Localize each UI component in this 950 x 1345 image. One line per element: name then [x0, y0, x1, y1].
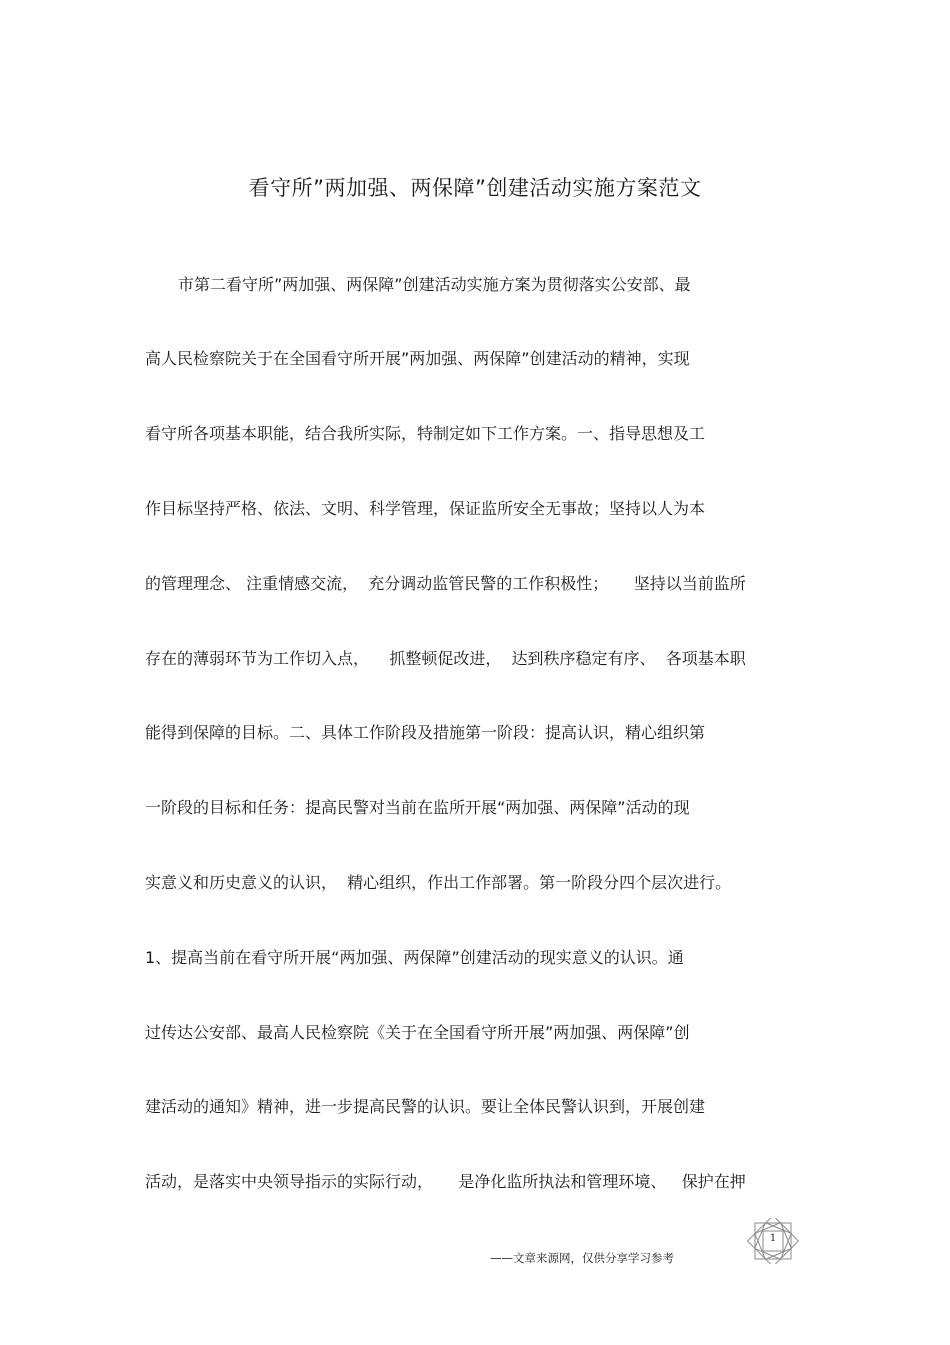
- body-line-9: 实意义和历史意义的认识， 精心组织，作出工作部署。第一阶段分四个层次进行。: [145, 873, 732, 892]
- body-line-11: 过传达公安部、最高人民检察院《关于在全国看守所开展”两加强、两保障”创: [145, 1023, 690, 1042]
- page-number-badge: [747, 1218, 799, 1264]
- body-line-8: 一阶段的目标和任务：提高民警对当前在监所开展“两加强、两保障”活动的现: [145, 798, 690, 817]
- body-line-2: 高人民检察院关于在全国看守所开展”两加强、两保障”创建活动的精神，实现: [145, 349, 690, 368]
- body-line-12: 建活动的通知》精神，进一步提高民警的认识。要让全体民警认识到，开展创建: [145, 1097, 706, 1116]
- body-line-6: 存在的薄弱环节为工作切入点， 抓整顿促改进， 达到秩序稳定有序、 各项基本职: [145, 649, 746, 668]
- body-line-3: 看守所各项基本职能，结合我所实际，特制定如下工作方案。一、指导思想及工: [145, 424, 706, 443]
- body-line-1: 市第二看守所”两加强、两保障”创建活动实施方案为贯彻落实公安部、最: [178, 275, 691, 294]
- page-number: 1: [769, 1233, 777, 1244]
- document-title: 看守所”两加强、两保障”创建活动实施方案范文: [248, 176, 702, 200]
- body-line-13: 活动，是落实中央领导指示的实际行动， 是净化监所执法和管理环境、 保护在押: [145, 1172, 746, 1191]
- body-line-7: 能得到保障的目标。二、具体工作阶段及措施第一阶段：提高认识，精心组织第: [145, 723, 706, 742]
- body-line-5: 的管理理念、 注重情感交流， 充分调动监管民警的工作积极性； 坚持以当前监所: [145, 574, 746, 593]
- body-line-10: 1、提高当前在看守所开展“两加强、两保障”创建活动的现实意义的认识。通: [145, 948, 684, 967]
- body-line-4: 作目标坚持严格、依法、文明、科学管理，保证监所安全无事故；坚持以人为本: [145, 499, 706, 518]
- footer-source-note: ——文章来源网，仅供分享学习参考: [490, 1251, 674, 1265]
